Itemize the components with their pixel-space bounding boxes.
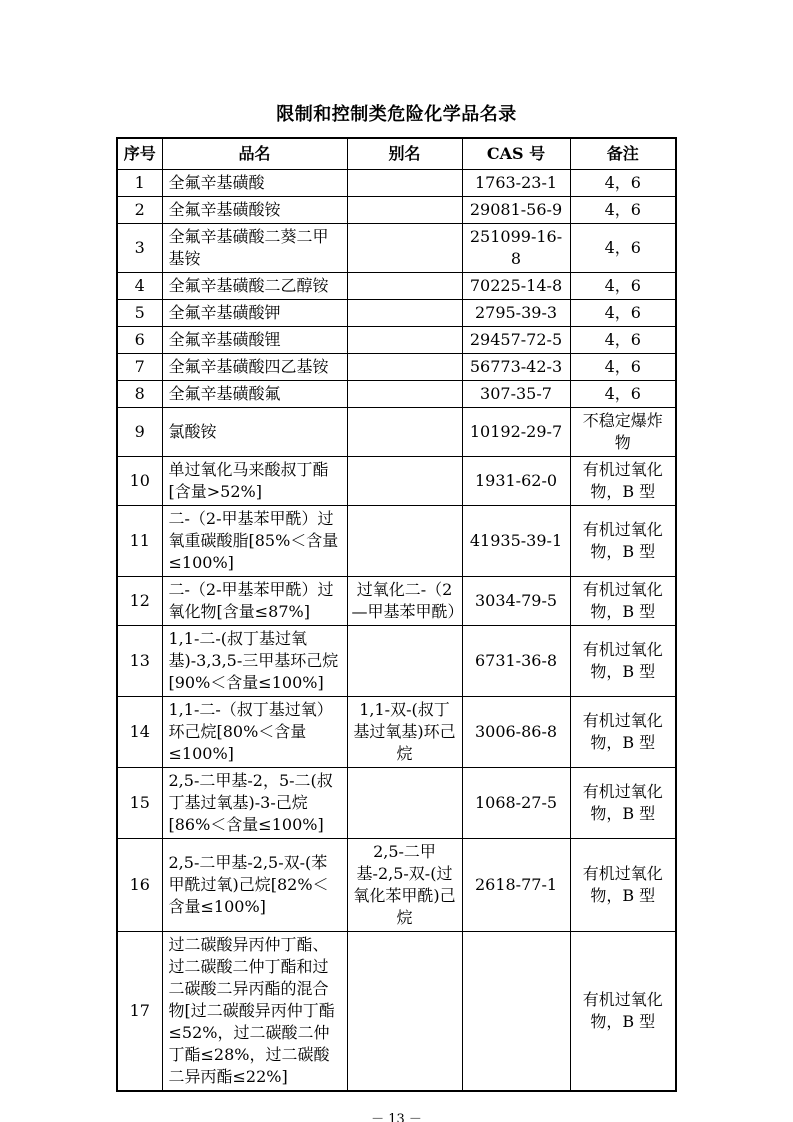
cell-alias: 1,1-双-(叔丁基过氧基)环己烷 xyxy=(347,697,462,768)
cell-alias: 2,5-二甲基-2,5-双-(过氧化苯甲酰)己烷 xyxy=(347,839,462,932)
cell-cas: 70225-14-8 xyxy=(462,273,570,300)
cell-no: 6 xyxy=(117,327,162,354)
cell-no: 12 xyxy=(117,577,162,626)
cell-alias xyxy=(347,768,462,839)
cell-alias xyxy=(347,457,462,506)
cell-alias xyxy=(347,327,462,354)
cell-cas: 1931-62-0 xyxy=(462,457,570,506)
page-number: － 13 － xyxy=(371,1112,422,1122)
cell-cas: 6731-36-8 xyxy=(462,626,570,697)
table-row xyxy=(117,768,676,839)
cell-name: 全氟辛基磺酸钾 xyxy=(162,300,347,327)
cell-cas: 307-35-7 xyxy=(462,381,570,408)
cell-remark: 4，6 xyxy=(570,300,676,327)
header-cas: CAS 号 xyxy=(462,138,570,170)
cell-name: 全氟辛基磺酸锂 xyxy=(162,327,347,354)
cell-remark: 4，6 xyxy=(570,224,676,273)
cell-remark: 4，6 xyxy=(570,197,676,224)
cell-cas: 251099-16-8 xyxy=(462,224,570,273)
cell-remark: 4，6 xyxy=(570,327,676,354)
table-row xyxy=(117,273,676,300)
cell-remark: 有机过氧化物，B 型 xyxy=(570,839,676,932)
cell-alias xyxy=(347,354,462,381)
cell-remark: 有机过氧化物，B 型 xyxy=(570,932,676,1092)
cell-remark: 4，6 xyxy=(570,381,676,408)
table-row xyxy=(117,506,676,577)
cell-remark: 有机过氧化物，B 型 xyxy=(570,577,676,626)
cell-no: 15 xyxy=(117,768,162,839)
page-title: 限制和控制类危险化学品名录 xyxy=(276,104,517,125)
cell-name: 2,5-二甲基-2,5-双-(苯甲酰过氧)己烷[82%＜含量≤100%] xyxy=(162,839,347,932)
cell-no: 4 xyxy=(117,273,162,300)
cell-alias xyxy=(347,932,462,1092)
cell-name: 全氟辛基磺酸二葵二甲基铵 xyxy=(162,224,347,273)
cell-remark: 不稳定爆炸物 xyxy=(570,408,676,457)
header-no: 序号 xyxy=(117,138,162,170)
cell-cas: 3034-79-5 xyxy=(462,577,570,626)
cell-no: 7 xyxy=(117,354,162,381)
cell-name: 1,1-二-(叔丁基过氧基)-3,3,5-三甲基环己烷[90%＜含量≤100%] xyxy=(162,626,347,697)
table-header-row xyxy=(117,138,676,170)
table-row xyxy=(117,300,676,327)
cell-cas: 29457-72-5 xyxy=(462,327,570,354)
cell-no: 16 xyxy=(117,839,162,932)
cell-alias xyxy=(347,506,462,577)
cell-name: 全氟辛基磺酸 xyxy=(162,170,347,197)
cell-name: 全氟辛基磺酸氟 xyxy=(162,381,347,408)
cell-name: 全氟辛基磺酸铵 xyxy=(162,197,347,224)
table-row xyxy=(117,408,676,457)
cell-remark: 有机过氧化物，B 型 xyxy=(570,626,676,697)
cell-remark: 有机过氧化物，B 型 xyxy=(570,768,676,839)
cell-name: 全氟辛基磺酸二乙醇铵 xyxy=(162,273,347,300)
cell-no: 3 xyxy=(117,224,162,273)
cell-no: 8 xyxy=(117,381,162,408)
cell-name: 二-（2-甲基苯甲酰）过氧化物[含量≤87%] xyxy=(162,577,347,626)
cell-name: 1,1-二-（叔丁基过氧）环己烷[80%＜含量≤100%] xyxy=(162,697,347,768)
table-row xyxy=(117,381,676,408)
cell-remark: 有机过氧化物，B 型 xyxy=(570,457,676,506)
header-name: 品名 xyxy=(162,138,347,170)
cell-no: 11 xyxy=(117,506,162,577)
cell-cas: 56773-42-3 xyxy=(462,354,570,381)
cell-cas: 1068-27-5 xyxy=(462,768,570,839)
table-row xyxy=(117,224,676,273)
cell-no: 5 xyxy=(117,300,162,327)
table-row xyxy=(117,626,676,697)
cell-no: 10 xyxy=(117,457,162,506)
cell-alias xyxy=(347,170,462,197)
cell-no: 17 xyxy=(117,932,162,1092)
table-row xyxy=(117,327,676,354)
cell-alias xyxy=(347,626,462,697)
cell-cas xyxy=(462,932,570,1092)
cell-alias xyxy=(347,381,462,408)
table-row xyxy=(117,170,676,197)
cell-name: 过二碳酸异丙仲丁酯、过二碳酸二仲丁酯和过二碳酸二异丙酯的混合物[过二碳酸异丙仲丁酯≤52%，过二碳酸二仲丁酯≤28%，过二碳酸二异丙酯≤22%] xyxy=(162,932,347,1092)
cell-alias xyxy=(347,273,462,300)
header-alias: 别名 xyxy=(347,138,462,170)
cell-name: 氯酸铵 xyxy=(162,408,347,457)
table-row xyxy=(117,697,676,768)
cell-remark: 4，6 xyxy=(570,170,676,197)
cell-cas: 1763-23-1 xyxy=(462,170,570,197)
cell-remark: 4，6 xyxy=(570,354,676,381)
cell-remark: 4，6 xyxy=(570,273,676,300)
cell-no: 1 xyxy=(117,170,162,197)
chemicals-table xyxy=(116,137,677,1092)
cell-name: 全氟辛基磺酸四乙基铵 xyxy=(162,354,347,381)
cell-cas: 2795-39-3 xyxy=(462,300,570,327)
cell-alias xyxy=(347,408,462,457)
table-body xyxy=(117,170,676,1092)
cell-no: 14 xyxy=(117,697,162,768)
cell-no: 9 xyxy=(117,408,162,457)
cell-cas: 10192-29-7 xyxy=(462,408,570,457)
table-row xyxy=(117,197,676,224)
table-row xyxy=(117,839,676,932)
cell-alias: 过氧化二-（2—甲基苯甲酰） xyxy=(347,577,462,626)
cell-no: 2 xyxy=(117,197,162,224)
cell-cas: 29081-56-9 xyxy=(462,197,570,224)
cell-alias xyxy=(347,300,462,327)
header-remark: 备注 xyxy=(570,138,676,170)
cell-alias xyxy=(347,197,462,224)
cell-remark: 有机过氧化物，B 型 xyxy=(570,697,676,768)
cell-cas: 2618-77-1 xyxy=(462,839,570,932)
table-row xyxy=(117,354,676,381)
table-row xyxy=(117,577,676,626)
table-row xyxy=(117,932,676,1092)
cell-name: 单过氧化马来酸叔丁酯[含量>52%] xyxy=(162,457,347,506)
cell-no: 13 xyxy=(117,626,162,697)
cell-cas: 3006-86-8 xyxy=(462,697,570,768)
cell-remark: 有机过氧化物，B 型 xyxy=(570,506,676,577)
table-row xyxy=(117,457,676,506)
cell-name: 2,5-二甲基-2，5-二(叔丁基过氧基)-3-己烷[86%＜含量≤100%] xyxy=(162,768,347,839)
cell-alias xyxy=(347,224,462,273)
cell-name: 二-（2-甲基苯甲酰）过氧重碳酸脂[85%＜含量≤100%] xyxy=(162,506,347,577)
cell-cas: 41935-39-1 xyxy=(462,506,570,577)
